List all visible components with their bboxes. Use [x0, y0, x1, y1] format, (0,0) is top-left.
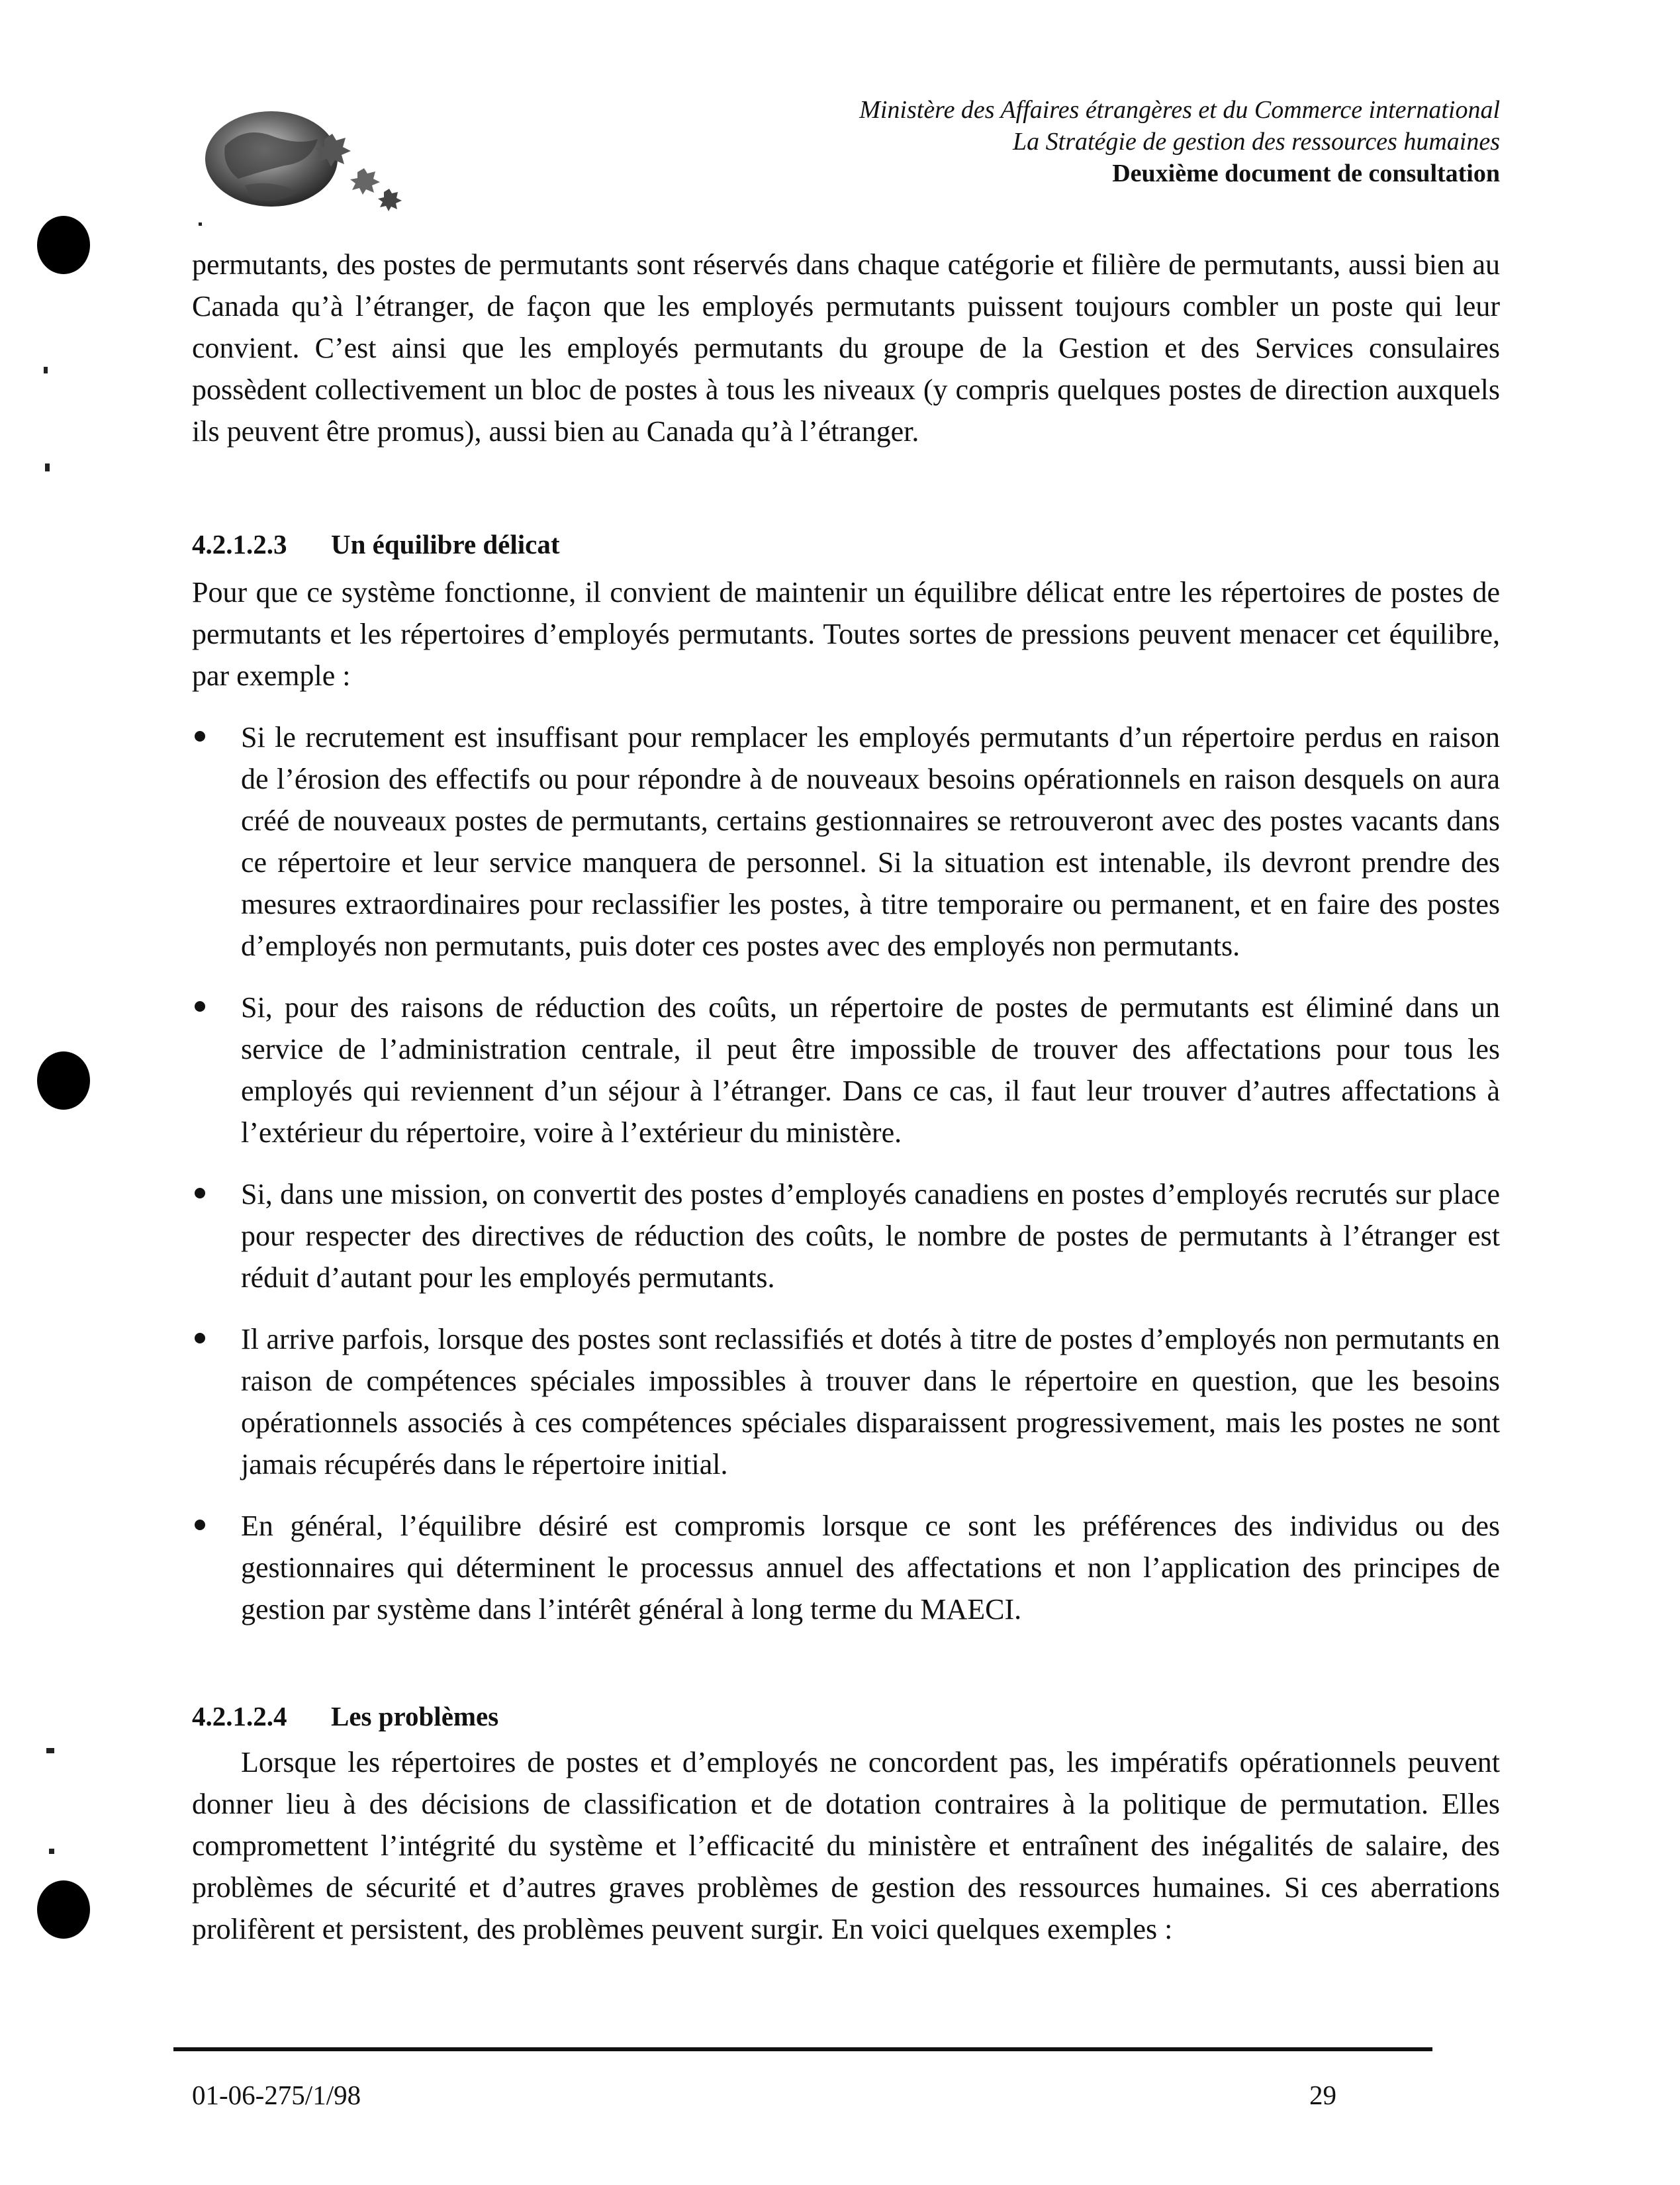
header-ministry: Ministère des Affaires étrangères et du Commerce international — [859, 96, 1500, 124]
scan-speck — [46, 1748, 54, 1753]
list-item-text: En général, l’équilibre désiré est compromis lorsque ce sont les préférences des individus ou des gestionnaires qui déterminent le processus annuel des affectations et non l’application des principes de gestion par système dans l’intérêt général à long terme du MAECI. — [241, 1510, 1500, 1626]
bullet-icon — [195, 731, 205, 742]
list-item-text: Si le recrutement est insuffisant pour remplacer les employés permutants d’un répertoire perdus en raison de l’érosion des effectifs ou pour répondre à de nouveaux besoins opérationnels en raison desquels on aura créé de nouveaux postes de permutants, certains gestionnaires se retrouveront avec des postes vacants dans ce répertoire et leur service manquera de personnel. Si la situation est intenable, ils devront prendre des mesures extraordinaires pour reclassifier les postes, à titre temporaire ou permanent, et en faire des postes d’employés non permutants, puis doter ces postes avec des employés non permutants. — [241, 721, 1500, 962]
header-consultation: Deuxième document de consultation — [1112, 160, 1500, 187]
list-item-text: Si, pour des raisons de réduction des coûts, un répertoire de postes de permutants est éliminé dans un service de l’administration centrale, il peut être impossible de trouver des affectations pour tous les employés qui reviennent d’un séjour à l’étranger. Dans ce cas, il faut leur trouver d’autres affectations à l’extérieur du répertoire, voire à l’extérieur du ministère. — [241, 991, 1500, 1149]
scan-speck — [45, 463, 50, 471]
section-heading-problems — [192, 1700, 498, 1732]
bullet-icon — [195, 1188, 205, 1198]
section-paragraph: Lorsque les répertoires de postes et d’employés ne concordent pas, les impératifs opérationnels peuvent donner lieu à des décisions de classification et de dotation contraires à la politique de permutation. Elles compromettent l’intégrité du système et l’efficacité du ministère et entraînent des inégalités de salaire, des problèmes de sécurité et d’autres graves problèmes de gestion des ressources humaines. Si ces aberrations prolifèrent et persistent, des problèmes peuvent surgir. En voici quelques exemples : — [192, 1746, 1500, 1945]
punch-hole-bottom — [37, 1880, 90, 1939]
scan-speck — [199, 222, 202, 226]
section-number: 4.2.1.2.4 — [192, 1701, 287, 1731]
list-item-text: Si, dans une mission, on convertit des postes d’employés canadiens en postes d’employés recrutés sur place pour respecter des directives de réduction des coûts, le nombre de postes de permutants à l’étranger est réduit d’autant pour les employés permutants. — [241, 1178, 1500, 1294]
scan-speck — [49, 1849, 54, 1854]
section-title: Un équilibre délicat — [331, 529, 560, 559]
footer-rule — [173, 2047, 1432, 2051]
intro-paragraph: permutants, des postes de permutants sont réservés dans chaque catégorie et filière de permutants, aussi bien au Canada qu’à l’étranger, de façon que les employés permutants puissent toujours combler un poste qui leur convient. C’est ainsi que les employés permutants du groupe de la Gestion et des Services consulaires possèdent collectivement un bloc de postes à tous les niveaux (y compris quelques postes de direction auxquels ils peuvent être promus), aussi bien au Canada qu’à l’étranger. — [192, 248, 1500, 448]
list-item — [192, 1318, 1500, 1485]
section-title: Les problèmes — [331, 1701, 499, 1731]
section-heading-balance — [192, 528, 559, 560]
scan-speck — [44, 367, 48, 373]
bullet-icon — [195, 1520, 205, 1530]
document-header — [859, 94, 1500, 189]
page-number: 29 — [1309, 2080, 1336, 2110]
bullet-list — [192, 716, 1500, 1650]
ministry-globe-logo — [199, 99, 450, 212]
section-number: 4.2.1.2.3 — [192, 529, 287, 559]
list-item — [192, 716, 1500, 967]
list-item — [192, 987, 1500, 1153]
bullet-icon — [195, 1333, 205, 1343]
punch-hole-middle — [37, 1051, 90, 1110]
section-paragraph: Pour que ce système fonctionne, il convient de maintenir un équilibre délicat entre les répertoires de postes de permutants et les répertoires d’employés permutants. Toutes sortes de pressions peuvent menacer cet équilibre, par exemple : — [192, 576, 1500, 692]
list-item — [192, 1505, 1500, 1630]
punch-hole-top — [37, 216, 90, 274]
document-number: 01-06-275/1/98 — [192, 2080, 361, 2110]
bullet-icon — [195, 1001, 205, 1012]
list-item-text: Il arrive parfois, lorsque des postes sont reclassifiés et dotés à titre de postes d’employés non permutants en raison de compétences spéciales impossibles à trouver dans le répertoire en question, que les besoins opérationnels associés à ces compétences spéciales disparaissent progressivement, mais les postes ne sont jamais récupérés dans le répertoire initial. — [241, 1323, 1500, 1481]
header-strategy: La Stratégie de gestion des ressources humaines — [1013, 128, 1500, 156]
list-item — [192, 1173, 1500, 1298]
